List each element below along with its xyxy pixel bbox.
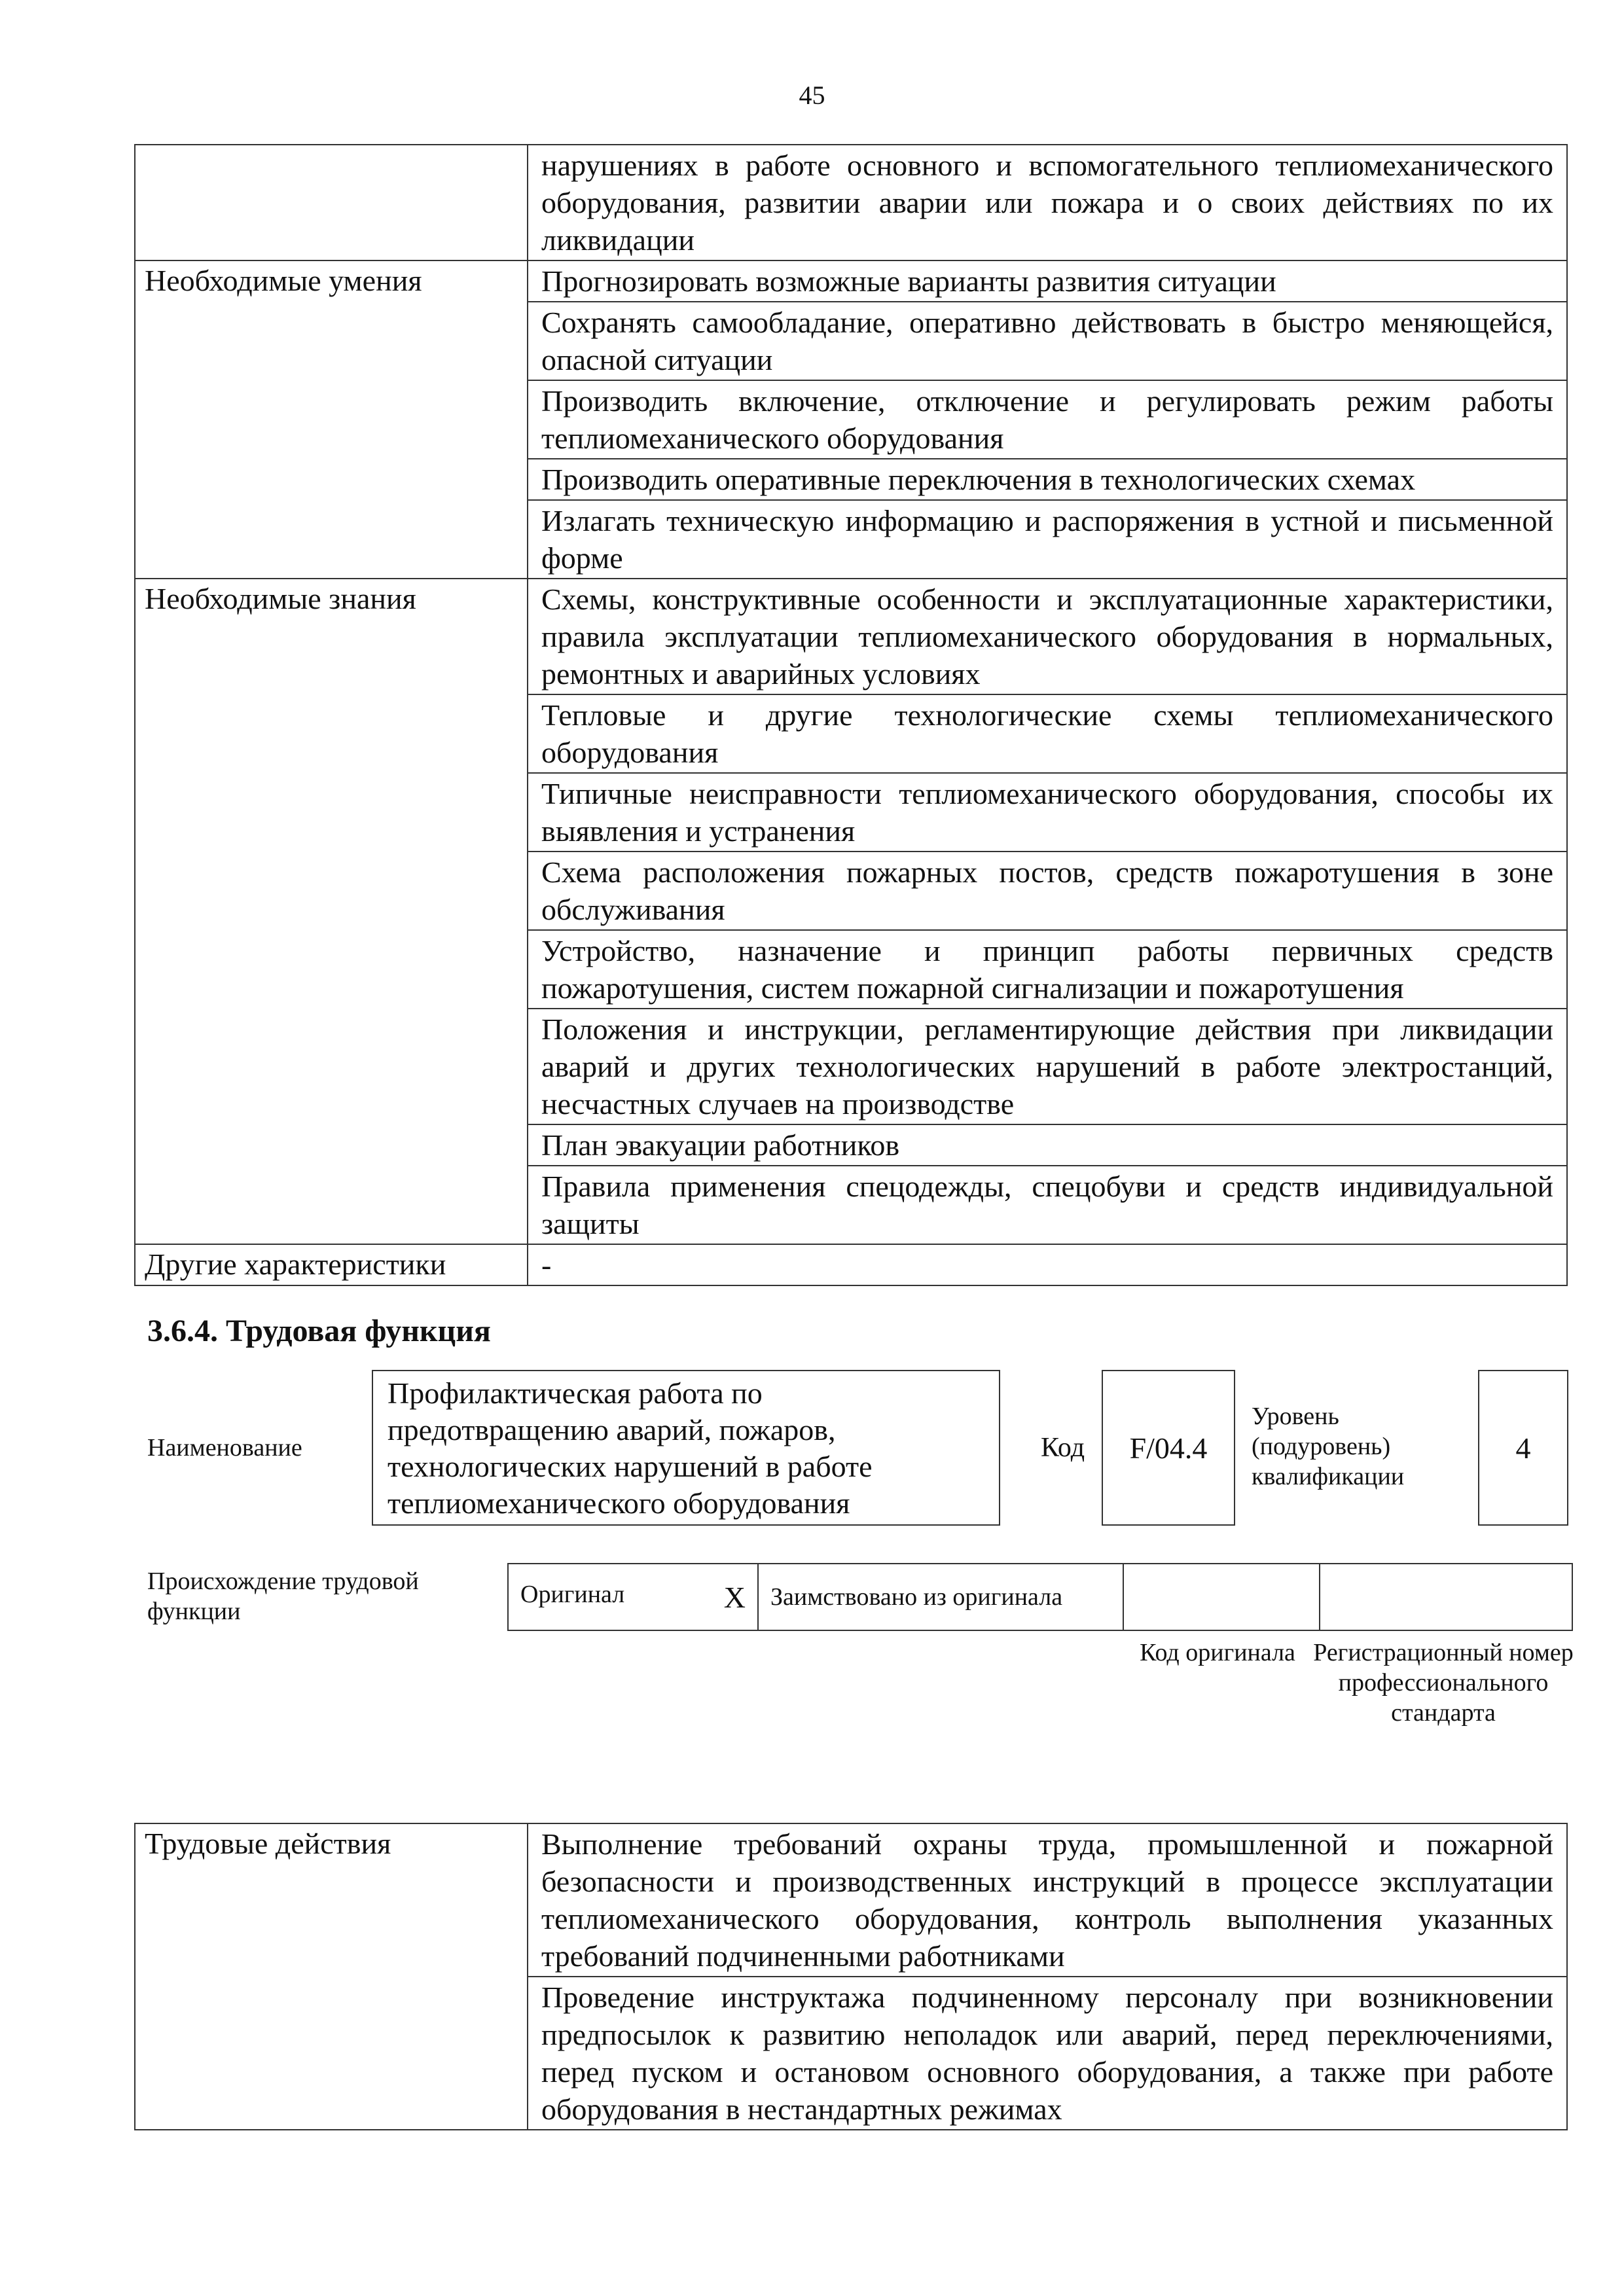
row-label-other: Другие характеристики <box>135 1244 528 1285</box>
table-row <box>135 145 1567 260</box>
caption-registration-number: Регистрационный номер профессионального стандарта <box>1313 1639 1574 1727</box>
knowledge-item: Положения и инструкции, регламентирующие действия при ликвидации аварий и других технологических нарушений в работе электростанций, несчастных случаев на производстве <box>528 1009 1567 1124</box>
skill-item: Излагать техническую информацию и распоряжения в устной и письменной форме <box>528 500 1567 579</box>
registration-number-cell <box>1320 1564 1572 1630</box>
table-row <box>135 260 1567 302</box>
caption-original-code: Код оригинала <box>1140 1639 1295 1666</box>
knowledge-item: Схемы, конструктивные особенности и эксплуатационные характеристики, правила эксплуатации теплиомеханического оборудования в нормальных, ремонтных и аварийных условиях <box>528 579 1567 694</box>
level-box <box>1478 1370 1568 1526</box>
labor-actions-table <box>134 1823 1568 2130</box>
origin-label: Происхождение трудовой функции <box>147 1568 419 1625</box>
function-name-box <box>372 1370 1000 1526</box>
origin-original-cell <box>508 1564 758 1630</box>
code-label: Код <box>1041 1433 1085 1463</box>
table-row <box>508 1564 1572 1630</box>
row-label <box>135 145 528 260</box>
other-value: - <box>528 1244 1567 1285</box>
skill-item: Производить включение, отключение и регулировать режим работы теплиомеханического оборудования <box>528 380 1567 459</box>
action-item: Проведение инструктажа подчиненному персоналу при возникновении предпосылок к развитию неполадок или аварий, перед переключениями, перед пуском и остановом основного оборудования, а также при работе оборудования в нестандартных режимах <box>528 1977 1567 2130</box>
origin-original-label: Оригинал <box>520 1580 625 1608</box>
knowledge-item: План эвакуации работников <box>528 1124 1567 1166</box>
original-code-cell <box>1123 1564 1320 1630</box>
page-number: 45 <box>799 81 825 110</box>
code-box <box>1102 1370 1235 1526</box>
table-row <box>135 579 1567 694</box>
action-item: Выполнение требований охраны труда, промышленной и пожарной безопасности и производственных инструкций в процессе эксплуатации теплиомеханического оборудования, контроль выполнения указанных требований подчиненными работниками <box>528 1823 1567 1977</box>
knowledge-item: Устройство, назначение и принцип работы первичных средств пожаротушения, систем пожарной сигнализации и пожаротушения <box>528 930 1567 1009</box>
table-row <box>135 1823 1567 1977</box>
knowledge-item: Тепловые и другие технологические схемы теплиомеханического оборудования <box>528 694 1567 773</box>
function-name-value: Профилактическая работа по предотвращению аварий, пожаров, технологических нарушений в работе теплиомеханического оборудования <box>388 1376 873 1520</box>
level-value: 4 <box>1515 1431 1531 1465</box>
knowledge-item: Типичные неисправности теплиомеханического оборудования, способы их выявления и устранения <box>528 773 1567 852</box>
origin-borrowed-cell <box>758 1564 1123 1630</box>
origin-table <box>507 1563 1573 1631</box>
skill-item: Производить оперативные переключения в технологических схемах <box>528 459 1567 500</box>
skill-item: Прогнозировать возможные варианты развития ситуации <box>528 260 1567 302</box>
name-label: Наименование <box>147 1434 302 1462</box>
knowledge-item: Правила применения спецодежды, спецобуви и средств индивидуальной защиты <box>528 1166 1567 1244</box>
knowledge-item: Схема расположения пожарных постов, средств пожаротушения в зоне обслуживания <box>528 852 1567 930</box>
skill-item: Сохранять самообладание, оперативно действовать в быстро меняющейся, опасной ситуации <box>528 302 1567 380</box>
code-value: F/04.4 <box>1129 1431 1208 1465</box>
table-row <box>135 1244 1567 1285</box>
section-heading: 3.6.4. Трудовая функция <box>147 1314 491 1348</box>
origin-borrowed-label: Заимствовано из оригинала <box>770 1583 1063 1611</box>
row-label-knowledge: Необходимые знания <box>135 579 528 1244</box>
row-value: нарушениях в работе основного и вспомогательного теплиомеханического оборудования, развитии аварии или пожара и о своих действиях по их ликвидации <box>528 145 1567 260</box>
level-label: Уровень (подуровень) квалификации <box>1252 1403 1405 1490</box>
row-label-skills: Необходимые умения <box>135 260 528 579</box>
origin-mark: X <box>723 1580 746 1614</box>
row-label-actions: Трудовые действия <box>135 1823 528 2130</box>
skills-knowledge-table <box>134 144 1568 1286</box>
